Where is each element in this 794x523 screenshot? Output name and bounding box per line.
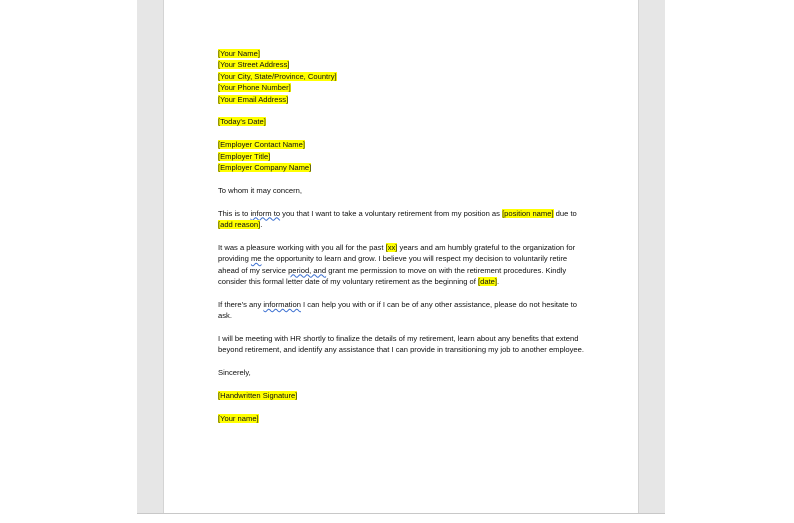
- signature-placeholder[interactable]: [Handwritten Signature]: [218, 391, 298, 401]
- placeholder-position[interactable]: [position name]: [502, 208, 554, 218]
- sender-phone[interactable]: [Your Phone Number]: [218, 83, 291, 93]
- sender-name[interactable]: [Your Name]: [218, 49, 260, 58]
- grammar-flag[interactable]: period, and: [288, 265, 327, 275]
- closing: Sincerely,: [218, 368, 251, 378]
- signoff-name[interactable]: [Your name]: [218, 413, 259, 423]
- greeting: To whom it may concern,: [218, 185, 302, 195]
- paragraph-1: This is to inform to you that I want to take a voluntary retirement from my position as [position name] due to [add reason].: [218, 208, 577, 230]
- paragraph-3: If there's any information I can help you with or if I can be of any other assistance, please do not hesitate to ask.: [218, 299, 578, 321]
- grammar-flag[interactable]: me: [250, 254, 262, 264]
- letter-date[interactable]: [Today's Date]: [218, 117, 266, 127]
- paragraph-4: I will be meeting with HR shortly to finalize the details of my retirement, learn about any benefits that extend beyond retirement, and identify any assistance that I can provide in transitioning my job to another employee.: [218, 334, 584, 355]
- sender-street[interactable]: [Your Street Address]: [218, 60, 290, 70]
- sender-block: [218, 48, 588, 105]
- placeholder-reason[interactable]: [add reason]: [218, 220, 261, 230]
- grammar-flag[interactable]: inform to: [250, 208, 281, 218]
- document-workspace: [137, 0, 665, 514]
- recipient-company[interactable]: [Employer Company Name]: [218, 163, 312, 173]
- sender-city[interactable]: [Your City, State/Province, Country]: [218, 71, 337, 81]
- recipient-block: [218, 139, 588, 173]
- recipient-contact[interactable]: [Employer Contact Name]: [218, 140, 305, 150]
- sender-email[interactable]: [Your Email Address]: [218, 94, 289, 104]
- placeholder-date[interactable]: [date]: [478, 277, 498, 287]
- letter-body[interactable]: [218, 48, 588, 436]
- grammar-flag[interactable]: information: [263, 299, 301, 309]
- paragraph-2: It was a pleasure working with you all for the past [xx] years and am humbly grateful to the organization for providing me the opportunity to learn and grow. I believe you will respect my decision to voluntarily retire ahead of my service period, and grant me permission to move on with the retirement procedures. Kindly consider this formal letter date of my voluntary retirement as the beginning of [date].: [218, 242, 576, 287]
- recipient-title[interactable]: [Employer Title]: [218, 151, 271, 161]
- placeholder-years[interactable]: [xx]: [385, 242, 398, 252]
- document-page[interactable]: [163, 0, 639, 513]
